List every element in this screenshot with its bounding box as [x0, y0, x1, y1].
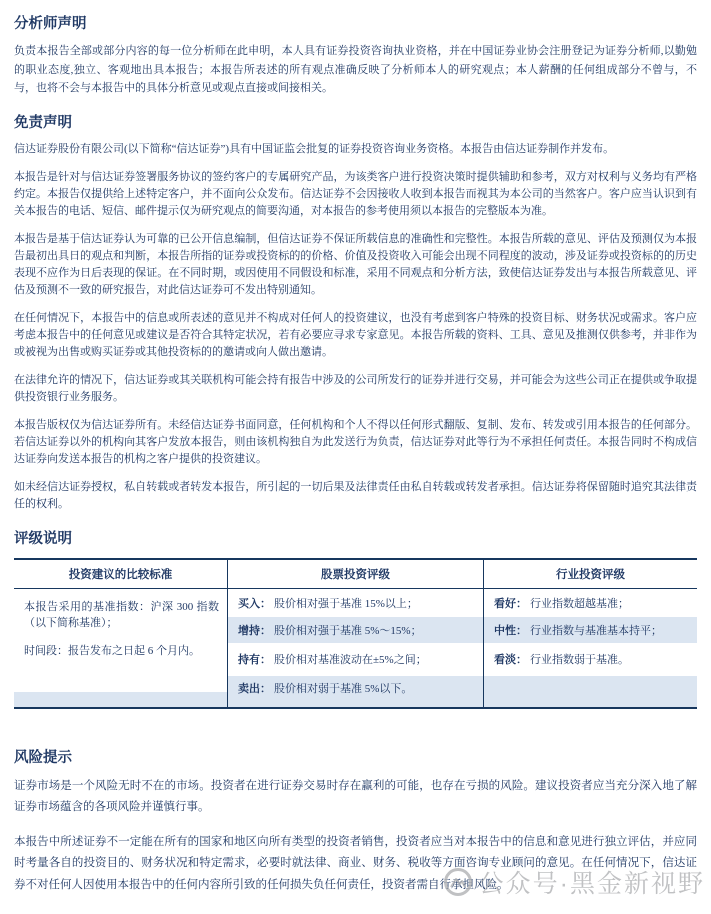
disclaimer-paragraph: 在任何情况下，本报告中的信息或所表述的意见并不构成对任何人的投资建议，也没有考虑到客户特殊的投资目标、财务状况或需求。客户应考虑本报告中的任何意见或建议是否符合其特定状况，若有必要应寻求专家意见。本报告所载的资料、工具、意见及推测仅供参考，并非作为或被视为出售或购买证券或其他投资标的的邀请或向人做出邀请。 [14, 311, 697, 358]
stock-rating-hold-cell [227, 643, 483, 676]
watermark-text: 公众号·黑金新视野 [478, 870, 705, 898]
section-disclaimer [14, 111, 697, 513]
analyst-statement-paragraph: 负责本报告全部或部分内容的每一位分析师在此申明，本人具有证券投资咨询执业资格，并在中国证券业协会注册登记为证券分析师,以勤勉的职业态度,独立、客观地出具本报告；本报告所表述的所有观点准确反映了分析师本人的研究观点；本人薪酬的任何组成部分不曾与，不与，也将不会与本报告中的具体分析意见或观点直接或间接相关。 [14, 45, 697, 94]
disclaimer-paragraph: 本报告版权仅为信达证券所有。未经信达证券书面同意，任何机构和个人不得以任何形式翻版、复制、发布、转发或引用本报告的任何部分。若信达证券以外的机构向其客户发放本报告，则由该机构独自为此发送行为负责，信达证券对此等行为不承担任何责任。本报告同时不构成信达证券向发送本报告的机构之客户提供的投资建议。 [14, 418, 697, 465]
stock-rating-desc: 股价相对强于基准 15%以上； [274, 597, 418, 610]
disclaimer-paragraph: 信达证券股份有限公司(以下简称“信达证券”)具有中国证监会批复的证券投资咨询业务资格。本报告由信达证券制作并发布。 [14, 142, 615, 155]
stock-rating-desc: 股价相对强于基准 5%～15%； [274, 624, 422, 637]
stock-rating-desc: 股价相对基准波动在±5%之间； [274, 654, 427, 666]
industry-rating-term: 看淡： [494, 654, 527, 666]
benchmark-index-line: 本报告采用的基准指数：沪深 300 指数（以下简称基准）； [24, 600, 219, 629]
industry-rating-desc: 行业指数与基准基本持平； [530, 624, 662, 637]
section-analyst-statement [14, 12, 697, 98]
benchmark-period-line: 时间段：报告发布之日起 6 个月内。 [24, 644, 200, 657]
rating-table-header-benchmark: 投资建议的比较标准 [14, 560, 227, 589]
industry-rating-empty-cell [483, 676, 697, 707]
stock-rating-term: 持有： [238, 654, 271, 666]
stock-rating-term: 增持： [238, 624, 271, 637]
stock-rating-term: 卖出： [238, 682, 271, 695]
industry-rating-term: 中性： [494, 624, 527, 637]
industry-rating-desc: 行业指数超越基准； [530, 597, 629, 610]
disclaimer-paragraph: 本报告是基于信达证券认为可靠的已公开信息编制，但信达证券不保证所载信息的准确性和完整性。本报告所载的意见、评估及预测仅为本报告最初出具日的观点和判断，本报告所指的证券或投资标的的价格、价值及投资收入可能会出现不同程度的波动，涉及证券或投资标的的历史表现不应作为日后表现的保证。在不同时期，或因使用不同假设和标准，采用不同观点和分析方法，致使信达证券发出与本报告所载意见、评估及预测不一致的研究报告，对此信达证券可不发出特别通知。 [14, 232, 697, 296]
stock-rating-term: 买入： [238, 597, 271, 610]
section-rating-explanation [14, 527, 697, 709]
risk-warning-title: 风险提示 [14, 749, 72, 766]
stock-rating-sell-cell [227, 676, 483, 707]
stock-rating-desc: 股价相对弱于基准 5%以下。 [274, 682, 413, 695]
benchmark-cell [14, 589, 227, 707]
analyst-statement-title: 分析师声明 [14, 16, 87, 32]
rating-title: 评级说明 [14, 530, 72, 547]
risk-paragraph: 证券市场是一个风险无时不在的市场。投资者在进行证券交易时存在赢利的可能，也存在亏损的风险。建议投资者应当充分深入地了解证券市场蕴含的各项风险并谨慎行事。 [14, 779, 697, 813]
disclaimer-paragraph: 本报告是针对与信达证券签署服务协议的签约客户的专属研究产品，为该类客户进行投资决策时提供辅助和参考，双方对权利与义务均有严格约定。本报告仅提供给上述特定客户，并不面向公众发布。信达证券不会因接收人收到本报告而视其为本公司的当然客户。客户应当认识到有关本报告的电话、短信、邮件提示仅为研究观点的简要沟通，对本报告的参考使用须以本报告的完整版本为准。 [14, 170, 697, 217]
stock-rating-buy-cell [227, 589, 483, 617]
industry-rating-positive-cell [483, 589, 697, 617]
industry-rating-desc: 行业指数弱于基准。 [530, 654, 629, 666]
disclaimer-paragraph: 在法律允许的情况下，信达证券或其关联机构可能会持有报告中涉及的公司所发行的证券并进行交易，并可能会为这些公司正在提供或争取提供投资银行业务服务。 [14, 373, 697, 403]
industry-rating-neutral-cell [483, 617, 697, 643]
risk-paragraph: 本报告中所述证券不一定能在所有的国家和地区向所有类型的投资者销售，投资者应当对本报告中的信息和意见进行独立评估，并应同时考量各自的投资目的、财务状况和特定需求，必要时就法律、商业、财务、税收等方面咨询专业顾问的意见。在任何情况下，信达证券不对任何人因使用本报告中的任何内容所引致的任何损失负任何责任，投资者需自行承担风险。 [14, 835, 697, 891]
disclaimer-paragraph: 如未经信达证券授权，私自转载或者转发本报告，所引起的一切后果及法律责任由私自转载或转发者承担。信达证券将保留随时追究其法律责任的权利。 [14, 480, 697, 510]
section-risk-warning [14, 746, 697, 897]
disclaimer-title: 免责声明 [14, 114, 72, 131]
rating-table [14, 558, 697, 709]
industry-rating-term: 看好： [494, 597, 527, 610]
industry-rating-negative-cell [483, 643, 697, 676]
rating-table-header-industry: 行业投资评级 [483, 560, 697, 589]
stock-rating-add-cell [227, 617, 483, 643]
rating-table-header-stock: 股票投资评级 [227, 560, 483, 589]
